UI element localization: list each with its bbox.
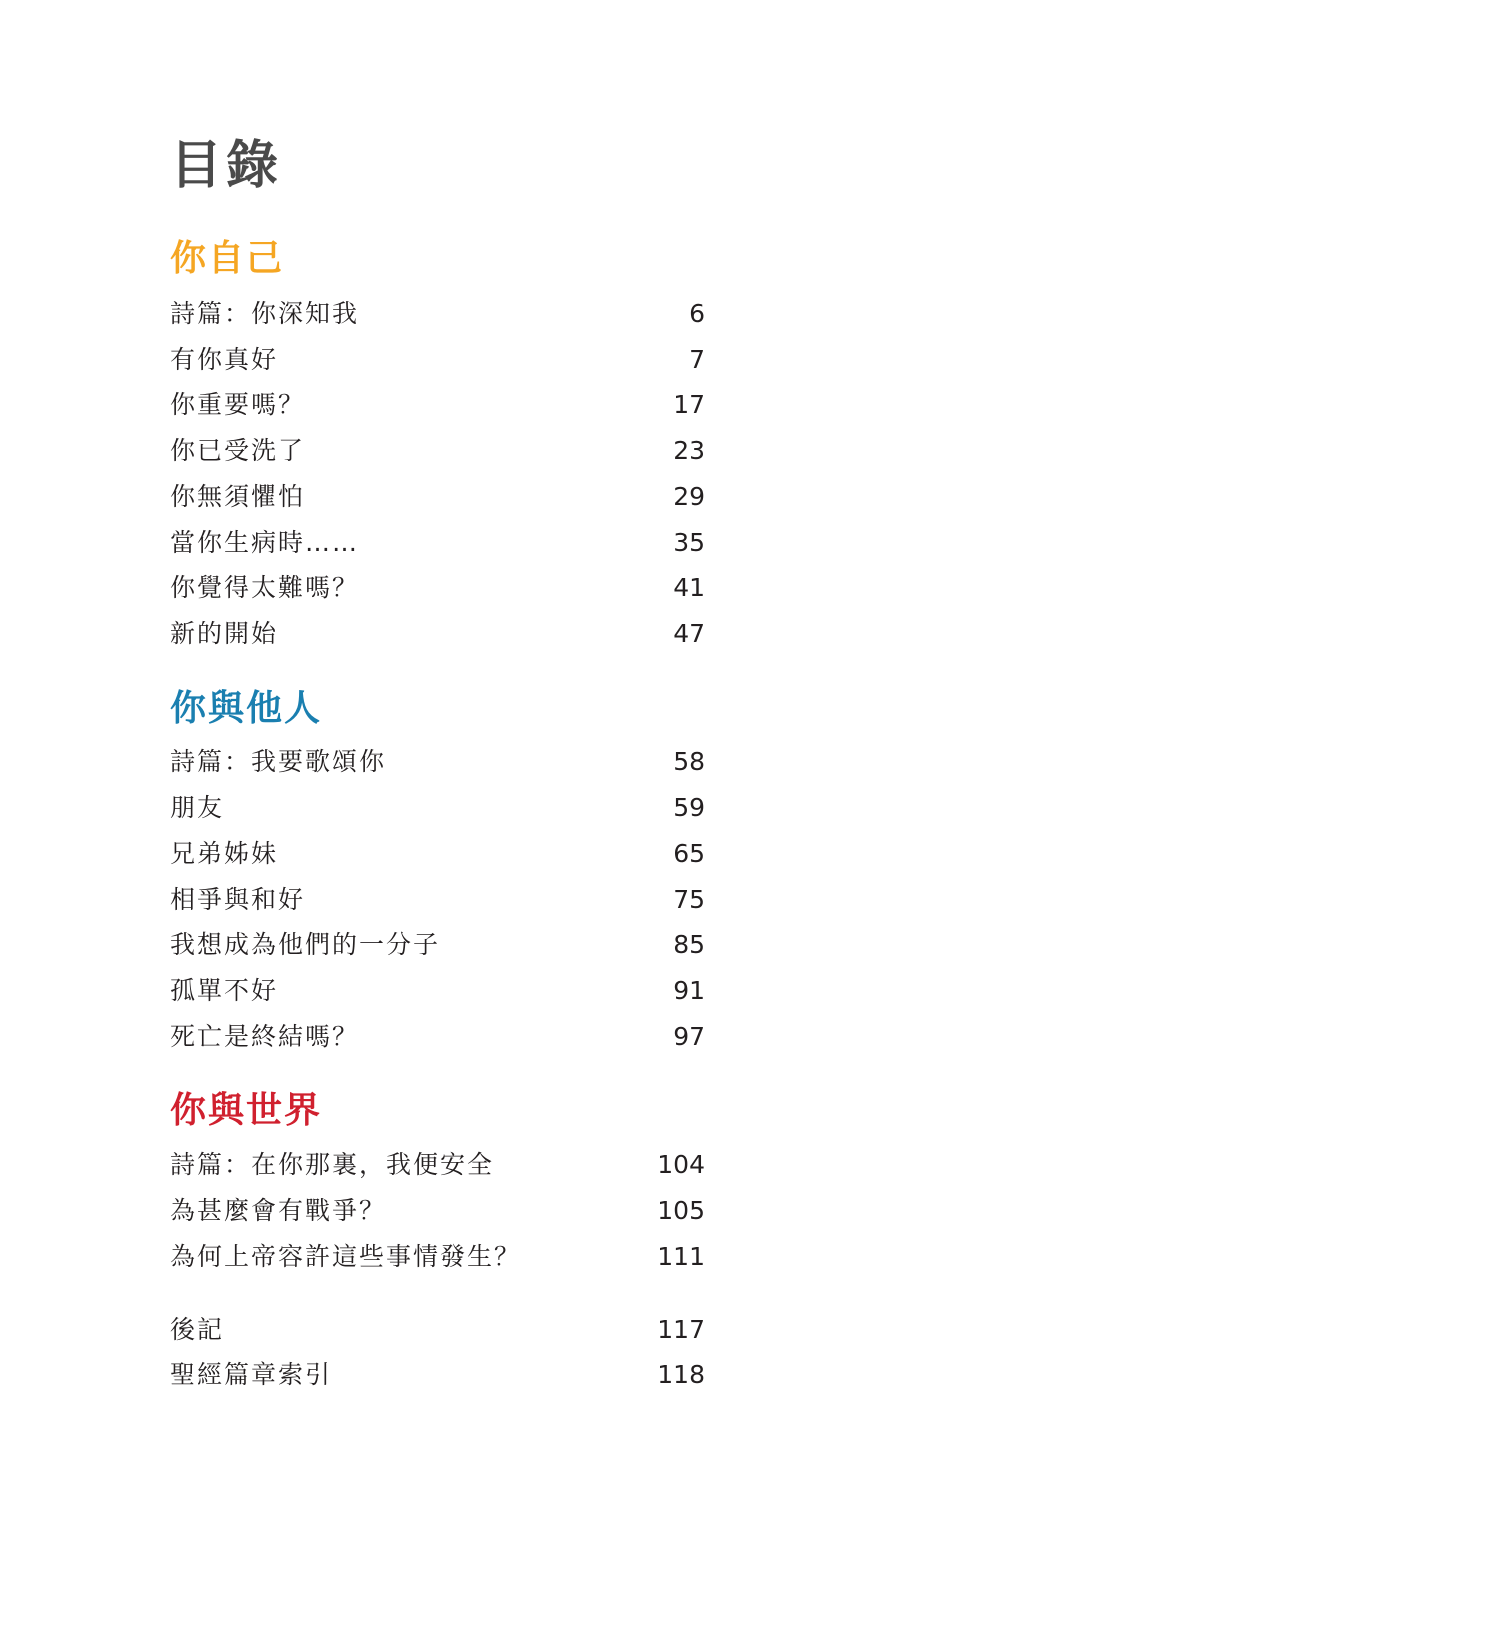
toc-entry[interactable] bbox=[170, 340, 705, 380]
toc-entry[interactable] bbox=[170, 834, 705, 874]
toc-entry-page: 75 bbox=[673, 885, 705, 914]
toc-entry-page: 91 bbox=[673, 976, 705, 1005]
toc-entry-page: 59 bbox=[673, 793, 705, 822]
toc-entry-label: 相爭與和好 bbox=[170, 885, 306, 914]
toc-entry-afterword[interactable] bbox=[170, 1310, 705, 1350]
toc-entry-label: 兄弟姊妹 bbox=[170, 839, 279, 868]
toc-entry[interactable] bbox=[170, 477, 705, 517]
toc-entry-page: 6 bbox=[689, 299, 705, 328]
toc-entry[interactable] bbox=[170, 385, 705, 425]
page-title: 目錄 bbox=[170, 136, 283, 196]
toc-entry-page: 111 bbox=[657, 1242, 705, 1271]
toc-entry-label: 後記 bbox=[170, 1315, 225, 1344]
toc-entry[interactable] bbox=[170, 568, 705, 608]
toc-entry[interactable] bbox=[170, 431, 705, 471]
toc-entry[interactable] bbox=[170, 1017, 705, 1057]
toc-entry-page: 105 bbox=[657, 1196, 705, 1225]
toc-entry[interactable] bbox=[170, 1145, 705, 1185]
toc-entry[interactable] bbox=[170, 1191, 705, 1231]
toc-entry[interactable] bbox=[170, 614, 705, 654]
toc-entry[interactable] bbox=[170, 1237, 705, 1277]
toc-entry-label: 為甚麼會有戰爭？ bbox=[170, 1196, 387, 1225]
toc-entry-label: 你無須懼怕 bbox=[170, 482, 306, 511]
toc-entry-label: 朋友 bbox=[170, 793, 225, 822]
toc-entry-label: 我想成為他們的一分子 bbox=[170, 930, 441, 959]
toc-entry-page: 104 bbox=[657, 1150, 705, 1179]
toc-entry-label: 你已受洗了 bbox=[170, 436, 306, 465]
toc-entry-page: 41 bbox=[673, 573, 705, 602]
toc-entry-page: 58 bbox=[673, 747, 705, 776]
toc-entry[interactable] bbox=[170, 742, 705, 782]
toc-entry-page: 118 bbox=[657, 1360, 705, 1389]
toc-entry[interactable] bbox=[170, 925, 705, 965]
toc-entry[interactable] bbox=[170, 880, 705, 920]
section-heading-you-and-the-world: 你與世界 bbox=[170, 1089, 323, 1131]
section-heading-yourself: 你自己 bbox=[170, 237, 285, 279]
toc-entry-page: 97 bbox=[673, 1022, 705, 1051]
toc-entry-page: 47 bbox=[673, 619, 705, 648]
toc-entry[interactable] bbox=[170, 294, 705, 334]
toc-entry-label: 新的開始 bbox=[170, 619, 279, 648]
toc-entry-label: 當你生病時…… bbox=[170, 528, 360, 557]
toc-entry-page: 7 bbox=[689, 345, 705, 374]
toc-entry-label: 有你真好 bbox=[170, 345, 279, 374]
toc-entry-page: 117 bbox=[657, 1315, 705, 1344]
toc-entry-page: 35 bbox=[673, 528, 705, 557]
toc-entry[interactable] bbox=[170, 523, 705, 563]
toc-entry[interactable] bbox=[170, 971, 705, 1011]
toc-entry-label: 聖經篇章索引 bbox=[170, 1360, 333, 1389]
section-heading-you-and-others: 你與他人 bbox=[170, 687, 323, 729]
toc-entry-page: 29 bbox=[673, 482, 705, 511]
toc-entry-label: 你重要嗎？ bbox=[170, 390, 306, 419]
toc-entry-label: 死亡是終結嗎？ bbox=[170, 1022, 360, 1051]
toc-entry-page: 65 bbox=[673, 839, 705, 868]
toc-entry-label: 你覺得太難嗎？ bbox=[170, 573, 360, 602]
toc-entry-label: 詩篇：在你那裏，我便安全 bbox=[170, 1150, 495, 1179]
toc-entry-page: 85 bbox=[673, 930, 705, 959]
toc-entry[interactable] bbox=[170, 788, 705, 828]
toc-entry-page: 17 bbox=[673, 390, 705, 419]
toc-entry-label: 詩篇：你深知我 bbox=[170, 299, 360, 328]
toc-entry-scripture-index[interactable] bbox=[170, 1355, 705, 1395]
toc-entry-label: 孤單不好 bbox=[170, 976, 279, 1005]
toc-entry-label: 為何上帝容許這些事情發生？ bbox=[170, 1242, 522, 1271]
toc-entry-label: 詩篇：我要歌頌你 bbox=[170, 747, 387, 776]
toc-entry-page: 23 bbox=[673, 436, 705, 465]
